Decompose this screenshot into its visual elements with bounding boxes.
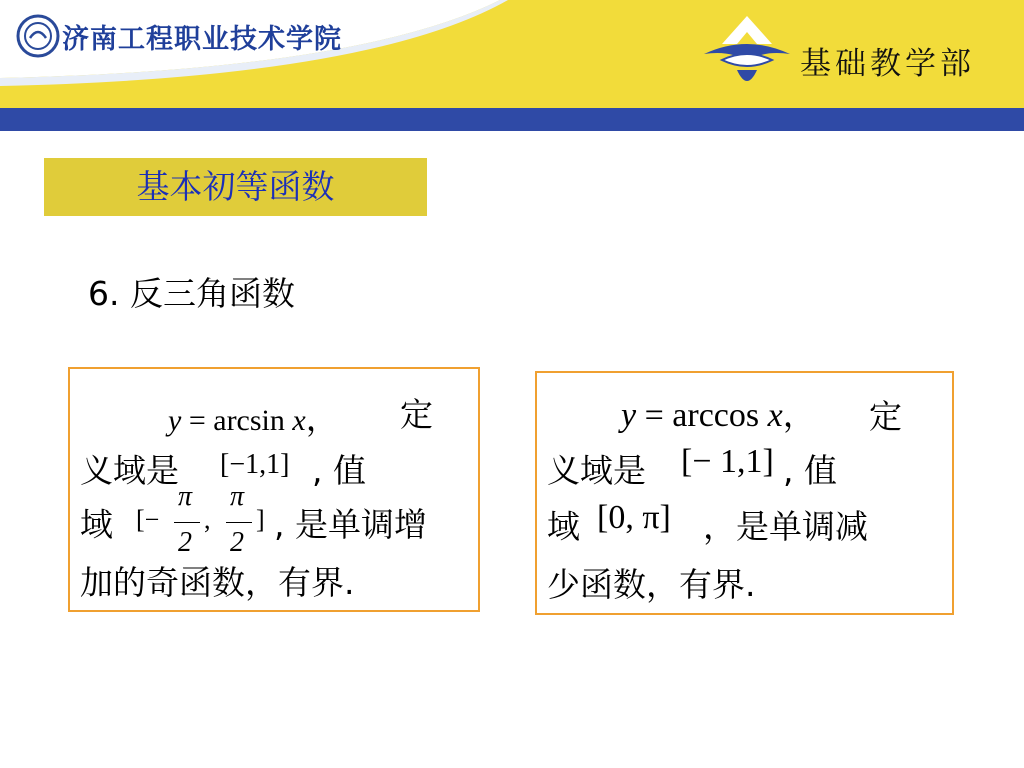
arccos-domain: [− 1,1] [681, 443, 774, 480]
arccos-define-1: 定 [869, 397, 902, 436]
arcsin-range-label-1: , 值 [312, 451, 366, 490]
arccos-box [535, 371, 954, 615]
arcsin-define-1: 定 [400, 395, 433, 434]
school-logo-icon [16, 14, 60, 58]
arccos-desc-2: 少函数，有界. [547, 565, 756, 604]
title-box [44, 158, 427, 216]
arccos-desc-1: ，是单调减 [703, 507, 868, 546]
department-logo-icon [702, 14, 792, 94]
arcsin-box [68, 367, 480, 612]
arccos-x: x [767, 397, 783, 434]
arccos-range: [0, π] [597, 499, 671, 536]
arcsin-define-2: 义域是 [80, 451, 179, 490]
arcsin-formula: y = arcsin x， [168, 399, 339, 438]
arccos-define-2: 义域是 [547, 451, 646, 490]
arcsin-range-open: [− [136, 505, 160, 534]
page-title: 基本初等函数 [136, 167, 335, 206]
arccos-range-label-1: , 值 [783, 451, 837, 490]
arccos-y: y [621, 397, 637, 434]
arcsin-pi-1: π [178, 481, 193, 512]
section-heading: 6. 反三角函数 [88, 274, 295, 313]
arcsin-y: y [168, 404, 182, 437]
arcsin-domain: [−1,1] [220, 449, 290, 480]
arccos-formula: y = arccos x， [621, 395, 816, 434]
arccos-range-label-2: 域 [547, 507, 580, 546]
arcsin-desc-2: 加的奇函数，有界. [80, 563, 355, 602]
arcsin-comma: , [204, 505, 211, 534]
arcsin-func: arcsin [213, 404, 285, 437]
arcsin-range-close: ] [256, 505, 265, 534]
arcsin-two-1: 2 [178, 527, 192, 558]
arcsin-x: x [292, 404, 306, 437]
school-name: 济南工程职业技术学院 [62, 24, 342, 55]
arcsin-pi-2: π [230, 481, 245, 512]
arccos-func: arccos [672, 397, 760, 434]
arcsin-desc-1: , 是单调增 [274, 505, 427, 544]
arcsin-range-label-2: 域 [80, 505, 113, 544]
arcsin-fracbar-1 [174, 522, 200, 523]
header-banner [0, 0, 1024, 131]
arcsin-two-2: 2 [230, 527, 244, 558]
department-name: 基础教学部 [800, 46, 975, 82]
arcsin-fracbar-2 [226, 522, 252, 523]
